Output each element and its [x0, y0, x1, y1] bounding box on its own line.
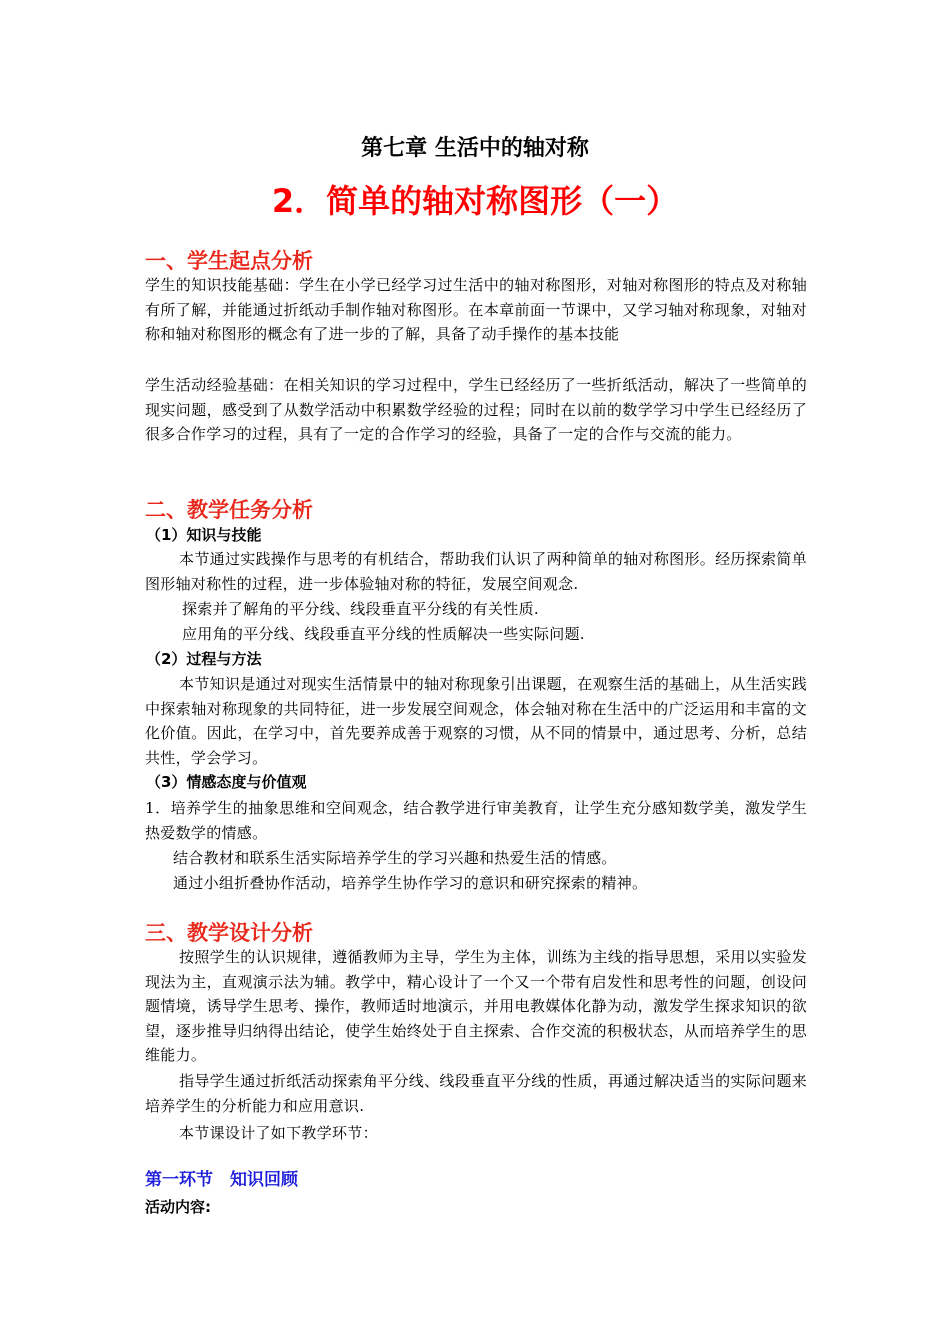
step1-heading: 第一环节 知识回顾	[145, 1170, 298, 1190]
section1-paragraph-knowledge: 学生的知识技能基础：学生在小学已经学习过生活中的轴对称图形，对轴对称图形的特点及对称轴有所了解，并能通过折纸动手制作轴对称图形。在本章前面一节课中，又学习轴对称现象，对轴对称和轴对称图形的概念有了进一步的了解，具备了动手操作的基本技能	[145, 276, 807, 344]
subheading-knowledge-skills: （1）知识与技能	[146, 526, 262, 544]
paragraph-apply-bisector: 应用角的平分线、线段垂直平分线的性质解决一些实际问题.	[182, 625, 585, 643]
paragraph-design-1: 按照学生的认识规律，遵循教师为主导，学生为主体，训练为主线的指导思想，采用以实验发现法为主，直观演示法为辅。教学中，精心设计了一个又一个带有启发性和思考性的问题，创设问题情境，诱导学生思考、操作，教师适时地演示，并用电教媒体化静为动，激发学生探求知识的欲望，逐步推导归纳得出结论，使学生始终处于自主探索、合作交流的积极状态，从而培养学生的思维能力。	[145, 948, 807, 1065]
paragraph-attitude-1: 1．培养学生的抽象思维和空间观念，结合教学进行审美教育，让学生充分感知数学美，激发学生热爱数学的情感。	[145, 799, 807, 842]
section1-paragraph-experience: 学生活动经验基础：在相关知识的学习过程中，学生已经经历了一些折纸活动，解决了一些简单的现实问题，感受到了从数学活动中积累数学经验的过程；同时在以前的数学学习中学生已经经历了很多合作学习的过程，具有了一定的合作学习的经验，具备了一定的合作与交流的能力。	[145, 376, 807, 444]
subheading-process-method: （2）过程与方法	[146, 650, 262, 668]
chapter-title: 第七章 生活中的轴对称	[361, 136, 589, 161]
paragraph-design-2: 指导学生通过折纸活动探索角平分线、线段垂直平分线的性质，再通过解决适当的实际问题来培养学生的分析能力和应用意识.	[145, 1072, 807, 1115]
paragraph-knowledge-skills: 本节通过实践操作与思考的有机结合，帮助我们认识了两种简单的轴对称图形。经历探索简单图形轴对称性的过程，进一步体验轴对称的特征，发展空间观念.	[145, 550, 807, 593]
subheading-attitude-values: （3）情感态度与价值观	[146, 773, 307, 791]
paragraph-design-3: 本节课设计了如下教学环节：	[179, 1124, 378, 1142]
section1-heading: 一、学生起点分析	[145, 249, 313, 273]
lesson-title: 2．简单的轴对称图形（一）	[271, 182, 679, 220]
paragraph-explore-bisector: 探索并了解角的平分线、线段垂直平分线的有关性质.	[182, 600, 539, 618]
section3-heading: 三、教学设计分析	[145, 921, 313, 945]
activity-content-label: 活动内容:	[145, 1198, 211, 1216]
section2-heading: 二、教学任务分析	[145, 498, 313, 522]
paragraph-attitude-2: 结合教材和联系生活实际培养学生的学习兴趣和热爱生活的情感。	[173, 849, 617, 867]
paragraph-attitude-3: 通过小组折叠协作活动，培养学生协作学习的意识和研究探索的精神。	[173, 874, 648, 892]
paragraph-process-method: 本节知识是通过对现实生活情景中的轴对称现象引出课题，在观察生活的基础上，从生活实践中探索轴对称现象的共同特征，进一步发展空间观念，体会轴对称在生活中的广泛运用和丰富的文化价值。因此，在学习中，首先要养成善于观察的习惯，从不同的情景中，通过思考、分析，总结共性，学会学习。	[145, 675, 807, 767]
